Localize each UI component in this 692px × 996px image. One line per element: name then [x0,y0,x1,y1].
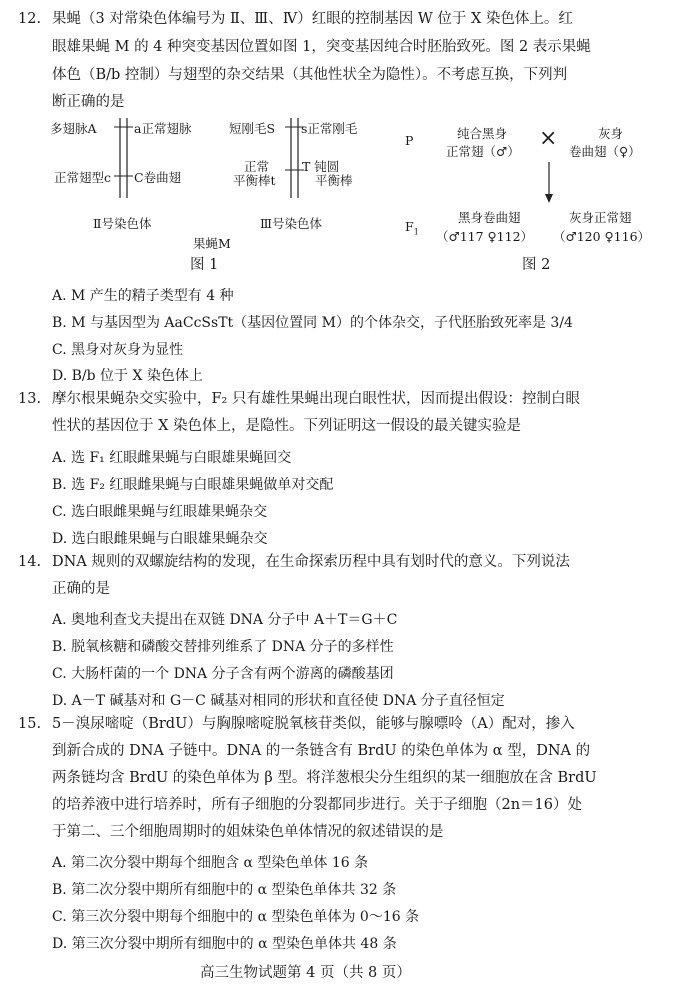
fig1-chr3-caption: Ⅲ号染色体 [260,216,323,231]
fig2-p-label: P [405,133,414,148]
question-15-option-b: B. 第二次分裂中期所有细胞中的 α 型染色单体共 32 条 [52,882,397,898]
fig2-cross-symbol: × [539,126,558,151]
question-12-line-4: 断正确的是 [52,94,125,110]
question-15-line-1: 5－溴尿嘧啶（BrdU）与胸腺嘧啶脱氧核苷类似，能够与腺嘌呤（A）配对，掺入 [52,716,575,732]
question-15-line-2: 到新合成的 DNA 子链中。DNA 的一条链含有 BrdU 的染色单体为 α 型，DNA 的 [52,743,591,759]
question-12-option-a: A. M 产生的精子类型有 4 种 [52,288,234,304]
fig2-p-left-2: 正常翅（♂） [446,144,520,159]
question-13-option-c: C. 选白眼雌果蝇与红眼雄果蝇杂交 [52,504,268,520]
fig1-chr2-top-left: 多翅脉A [50,121,97,136]
question-14-option-b: B. 脱氧核糖和磷酸交替排列维系了 DNA 分子的多样性 [52,639,394,655]
question-13-option-a: A. 选 F₁ 红眼雌果蝇与白眼雄果蝇回交 [52,450,292,466]
question-15-option-a: A. 第二次分裂中期每个细胞含 α 型染色单体 16 条 [52,855,369,871]
fig1-chr2-bottom-left: 正常翅型c [54,170,112,185]
fig1-chr3-mid-left-1: 正常 [244,159,270,174]
fig2-f1-label: $F_1$ [405,219,419,237]
question-15-line-3: 两条链均含 BrdU 的染色单体为 β 型。将洋葱根尖分生组织的某一细胞放在含 BrdU [52,770,597,786]
question-13-line-2: 性状的基因位于 X 染色体上，是隐性。下列证明这一假设的最关键实验是 [52,418,522,434]
fig1-chr3-top-right: s正常刚毛 [301,121,358,136]
fig1-chr3-top-left: 短刚毛S [229,121,276,136]
question-13-option-d: D. 选白眼雌果蝇与白眼雄果蝇杂交 [52,531,268,547]
question-14-line-1: DNA 规则的双螺旋结构的发现，在生命探索历程中具有划时代的意义。下列说法 [52,554,570,570]
page-footer: 高三生物试题第 4 页（共 8 页） [200,965,411,981]
question-12-line-2: 眼雄果蝇 M 的 4 种突变基因位置如图 1，突变基因纯合时胚胎致死。图 2 表示果蝇 [52,39,591,55]
question-12-line-3: 体色（B/b 控制）与翅型的杂交结果（其他性状全为隐性）。不考虑互换，下列判 [52,67,568,83]
fig2-f1-right-2: （♂120 ♀116） [553,229,651,244]
question-15-line-4: 的培养液中进行培养时，所有子细胞的分裂都同步进行。关于子细胞（2n＝16）处 [52,797,583,813]
fig2-p-left-1: 纯合黑身 [457,126,508,141]
fig2-f1-left-2: （♂117 ♀112） [436,229,534,244]
question-number-12: 12. [18,11,42,27]
question-number-15: 15. [18,716,42,732]
question-14-line-2: 正确的是 [52,581,110,597]
fig1-chr3-mid-left-2: 平衡棒t [233,173,276,188]
fig1-fly-label: 果蝇M [193,236,231,251]
question-13-option-b: B. 选 F₂ 红眼雌果蝇与白眼雄果蝇做单对交配 [52,477,334,493]
fig1-chr3-mid-right-2: 平衡棒 [315,173,353,188]
question-14-option-a: A. 奥地利查戈夫提出在双链 DNA 分子中 A＋T＝G＋C [52,612,398,628]
question-12-option-b: B. M 与基因型为 AaCcSsTt（基因位置同 M）的个体杂交，子代胚胎致死率是 3/4 [52,315,573,331]
question-12-option-d: D. B/b 位于 X 染色体上 [52,368,203,384]
question-number-14: 14. [18,554,42,570]
question-15-line-5: 于第二、三个细胞周期时的姐妹染色单体情况的叙述错误的是 [52,824,444,840]
question-15-option-c: C. 第三次分裂中期每个细胞中的 α 型染色单体为 0～16 条 [52,909,420,925]
fig2-p-right-2: 卷曲翅（♀） [569,144,641,159]
fig1-chr2-caption: Ⅱ号染色体 [93,216,152,231]
question-12-option-c: C. 黑身对灰身为显性 [52,342,184,358]
question-13-line-1: 摩尔根果蝇杂交实验中，F₂ 只有雄性果蝇出现白眼性状，因而提出假设：控制白眼 [52,391,580,407]
fig2-f1-right-1: 灰身正常翅 [569,210,632,225]
fig1-chr2-bottom-right: C卷曲翅 [134,170,182,185]
fig2-p-right-1: 灰身 [598,126,624,141]
fig1-chr2-top-right: a正常翅脉 [134,121,192,136]
fig2-f1-left-1: 黑身卷曲翅 [458,210,521,225]
question-number-13: 13. [18,391,42,407]
question-15-option-d: D. 第三次分裂中期所有细胞中的 α 型染色单体共 48 条 [52,936,397,952]
question-14-option-d: D. A－T 碱基对和 G－C 碱基对相同的形状和直径使 DNA 分子直径恒定 [52,693,505,709]
fig1-chr3-mid-right-1: T 钝圆 [302,159,340,174]
question-14-option-c: C. 大肠杆菌的一个 DNA 分子含有两个游离的磷酸基团 [52,666,394,682]
fig1-caption: 图 1 [190,257,219,273]
fig2-caption: 图 2 [522,257,551,273]
question-12-line-1: 果蝇（3 对常染色体编号为 Ⅱ、Ⅲ、Ⅳ）红眼的控制基因 W 位于 X 染色体上。红 [52,11,573,27]
